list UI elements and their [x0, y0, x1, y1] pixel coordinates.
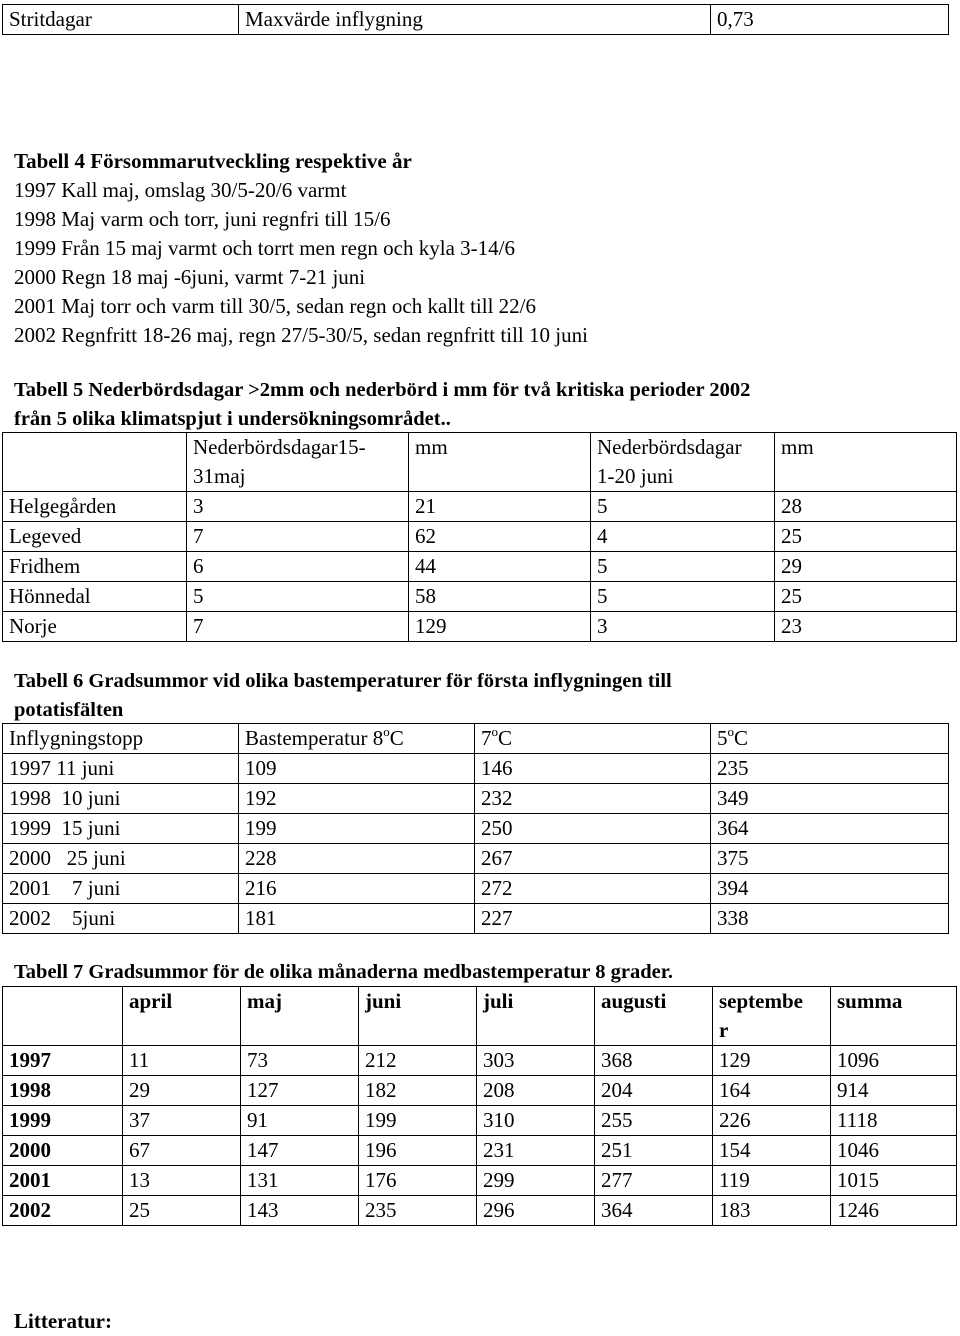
tabell5-table [2, 432, 957, 642]
table-cell: 25 [775, 522, 957, 552]
table-row [3, 582, 957, 612]
tabell7-caption: Tabell 7 Gradsummor för de olika månaderna medbastemperatur 8 grader. [14, 961, 674, 983]
table-cell: 277 [595, 1166, 713, 1196]
header-cell: juni [359, 987, 477, 1046]
degree-sup: o [727, 724, 734, 739]
header-cell [591, 433, 775, 492]
table-cell: 127 [241, 1076, 359, 1106]
table-cell: 131 [241, 1166, 359, 1196]
table-cell: 5 [187, 582, 409, 612]
tabell4-line: 1998 Maj varm och torr, juni regnfri till 15/6 [14, 207, 391, 231]
table-cell: 310 [477, 1106, 595, 1136]
degree-sup: o [491, 724, 498, 739]
table-cell: 182 [359, 1076, 477, 1106]
table-cell: 394 [711, 874, 949, 904]
tabell4-line: 2000 Regn 18 maj -6juni, varmt 7-21 juni [14, 265, 366, 289]
table-cell: 44 [409, 552, 591, 582]
header-line: Nederbördsdagar [597, 435, 742, 459]
header-cell: Inflygningstopp [3, 724, 239, 754]
table-cell: 235 [359, 1196, 477, 1226]
header-line: 1-20 juni [597, 464, 674, 488]
header-text: 7 [481, 726, 492, 750]
header-cell [3, 987, 123, 1046]
table-cell: 109 [239, 754, 475, 784]
table-cell: 3 [187, 492, 409, 522]
table-header-row [3, 724, 949, 754]
table-cell: 13 [123, 1166, 241, 1196]
table-cell: 91 [241, 1106, 359, 1136]
table-cell: 58 [409, 582, 591, 612]
table-row [3, 784, 949, 814]
tabell6-table [2, 723, 949, 934]
tabell5-caption-line: från 5 olika klimatspjut i undersökningsområdet.. [14, 408, 451, 430]
header-cell [711, 724, 949, 754]
header-text: 5 [717, 726, 728, 750]
table-cell: 1046 [831, 1136, 957, 1166]
table-cell: 143 [241, 1196, 359, 1226]
header-line: r [719, 1018, 729, 1042]
tabell4-line: 1997 Kall maj, omslag 30/5-20/6 varmt [14, 178, 347, 202]
top-cell: 0,73 [711, 5, 949, 35]
table-cell: 267 [475, 844, 711, 874]
header-cell: april [123, 987, 241, 1046]
table-cell: 119 [713, 1166, 831, 1196]
table-cell: 6 [187, 552, 409, 582]
table-cell: 37 [123, 1106, 241, 1136]
header-cell: maj [241, 987, 359, 1046]
table-cell: 216 [239, 874, 475, 904]
table-cell: 251 [595, 1136, 713, 1166]
header-cell: juli [477, 987, 595, 1046]
table-row [3, 1106, 957, 1136]
top-table [2, 4, 949, 35]
table-cell: 204 [595, 1076, 713, 1106]
table-cell: 23 [775, 612, 957, 642]
header-cell [713, 987, 831, 1046]
table-row [3, 754, 949, 784]
table-row [3, 1136, 957, 1166]
table-cell: 1997 11 juni [3, 754, 239, 784]
table-row [3, 552, 957, 582]
table-cell: 914 [831, 1076, 957, 1106]
table-cell: 154 [713, 1136, 831, 1166]
header-cell [187, 433, 409, 492]
tabell6-caption-line: Tabell 6 Gradsummor vid olika bastemperaturer för första inflygningen till [14, 670, 672, 692]
table-cell: 1999 [3, 1106, 123, 1136]
table-cell: 67 [123, 1136, 241, 1166]
degree-sup: o [383, 724, 390, 739]
table-cell: 2000 25 juni [3, 844, 239, 874]
table-cell: 232 [475, 784, 711, 814]
tabell5-caption [14, 376, 750, 434]
table-cell: 228 [239, 844, 475, 874]
table-cell: 129 [409, 612, 591, 642]
table-cell: 255 [595, 1106, 713, 1136]
table-cell: 1096 [831, 1046, 957, 1076]
table-cell: 299 [477, 1166, 595, 1196]
table-cell: 296 [477, 1196, 595, 1226]
litteratur-heading: Litteratur: [14, 1309, 112, 1333]
table-cell: 62 [409, 522, 591, 552]
table-cell: 29 [775, 552, 957, 582]
table-cell: 181 [239, 904, 475, 934]
table-cell: Norje [3, 612, 187, 642]
table-cell: 364 [595, 1196, 713, 1226]
header-line: Nederbördsdagar15- [193, 435, 366, 459]
tabell4-line: 2002 Regnfritt 18-26 maj, regn 27/5-30/5, sedan regnfritt till 10 juni [14, 323, 588, 347]
table-cell: 4 [591, 522, 775, 552]
table-cell: 272 [475, 874, 711, 904]
table-row [3, 904, 949, 934]
table-cell: 2000 [3, 1136, 123, 1166]
table-cell: 5 [591, 492, 775, 522]
table-cell: 212 [359, 1046, 477, 1076]
header-cell [475, 724, 711, 754]
table-cell: 227 [475, 904, 711, 934]
unit-text: C [734, 726, 749, 750]
table-cell: 1999 15 juni [3, 814, 239, 844]
table-header-row [3, 433, 957, 492]
table-cell: 146 [475, 754, 711, 784]
table-cell: 208 [477, 1076, 595, 1106]
table-cell: 2001 [3, 1166, 123, 1196]
table-cell: 1998 10 juni [3, 784, 239, 814]
header-cell: augusti [595, 987, 713, 1046]
table-cell: 364 [711, 814, 949, 844]
table-cell: 2002 5juni [3, 904, 239, 934]
top-cell: Maxvärde inflygning [239, 5, 711, 35]
table-cell: 235 [711, 754, 949, 784]
table-row [3, 612, 957, 642]
tabell6-caption [14, 667, 672, 725]
header-cell: summa [831, 987, 957, 1046]
table-cell: 7 [187, 612, 409, 642]
top-cell: Stritdagar [3, 5, 239, 35]
tabell6-caption-line: potatisfälten [14, 699, 124, 721]
table-cell: 1015 [831, 1166, 957, 1196]
table-cell: 192 [239, 784, 475, 814]
tabell4-section [14, 147, 588, 350]
table-cell: 176 [359, 1166, 477, 1196]
table-cell: Hönnedal [3, 582, 187, 612]
table-row [3, 1076, 957, 1106]
table-cell: 303 [477, 1046, 595, 1076]
table-row [3, 1046, 957, 1076]
table-cell: 147 [241, 1136, 359, 1166]
table-row [3, 814, 949, 844]
table-cell: 375 [711, 844, 949, 874]
tabell5-caption-line: Tabell 5 Nederbördsdagar >2mm och nederbörd i mm för två kritiska perioder 2002 [14, 379, 751, 401]
header-text: Bastemperatur 8 [245, 726, 384, 750]
header-cell [239, 724, 475, 754]
table-cell: 199 [239, 814, 475, 844]
table-cell: 129 [713, 1046, 831, 1076]
table-row [3, 844, 949, 874]
header-line: 31maj [193, 464, 246, 488]
table-cell: 25 [123, 1196, 241, 1226]
table-cell: 183 [713, 1196, 831, 1226]
table-cell: 1246 [831, 1196, 957, 1226]
table-cell: Helgegården [3, 492, 187, 522]
table-cell: 349 [711, 784, 949, 814]
table-header-row [3, 987, 957, 1046]
table-cell: 1118 [831, 1106, 957, 1136]
tabell4-line: 2001 Maj torr och varm till 30/5, sedan regn och kallt till 22/6 [14, 294, 536, 318]
header-cell [3, 433, 187, 492]
table-cell: 338 [711, 904, 949, 934]
tabell7-table [2, 986, 957, 1226]
table-cell: 2002 [3, 1196, 123, 1226]
table-cell: 28 [775, 492, 957, 522]
table-row [3, 1196, 957, 1226]
table-cell: 21 [409, 492, 591, 522]
header-cell: mm [409, 433, 591, 492]
table-cell: 3 [591, 612, 775, 642]
table-cell: 1997 [3, 1046, 123, 1076]
table-cell: 5 [591, 552, 775, 582]
table-row [3, 874, 949, 904]
table-cell: 1998 [3, 1076, 123, 1106]
tabell4-line: 1999 Från 15 maj varmt och torrt men regn och kyla 3-14/6 [14, 236, 515, 260]
header-cell: mm [775, 433, 957, 492]
table-cell: 226 [713, 1106, 831, 1136]
table-row [3, 492, 957, 522]
table-cell: 199 [359, 1106, 477, 1136]
tabell4-title: Tabell 4 Försommarutveckling respektive år [14, 149, 412, 173]
table-cell: 7 [187, 522, 409, 552]
header-line: septembe [719, 989, 803, 1013]
table-row [3, 522, 957, 552]
table-cell: 25 [775, 582, 957, 612]
table-cell: 368 [595, 1046, 713, 1076]
table-cell: 196 [359, 1136, 477, 1166]
table-cell: 73 [241, 1046, 359, 1076]
table-cell: 5 [591, 582, 775, 612]
table-cell: 11 [123, 1046, 241, 1076]
table-cell: 164 [713, 1076, 831, 1106]
table-row [3, 1166, 957, 1196]
table-cell: Legeved [3, 522, 187, 552]
table-cell: 231 [477, 1136, 595, 1166]
unit-text: C [498, 726, 513, 750]
table-cell: 29 [123, 1076, 241, 1106]
unit-text: C [389, 726, 404, 750]
table-cell: 2001 7 juni [3, 874, 239, 904]
table-cell: Fridhem [3, 552, 187, 582]
table-cell: 250 [475, 814, 711, 844]
